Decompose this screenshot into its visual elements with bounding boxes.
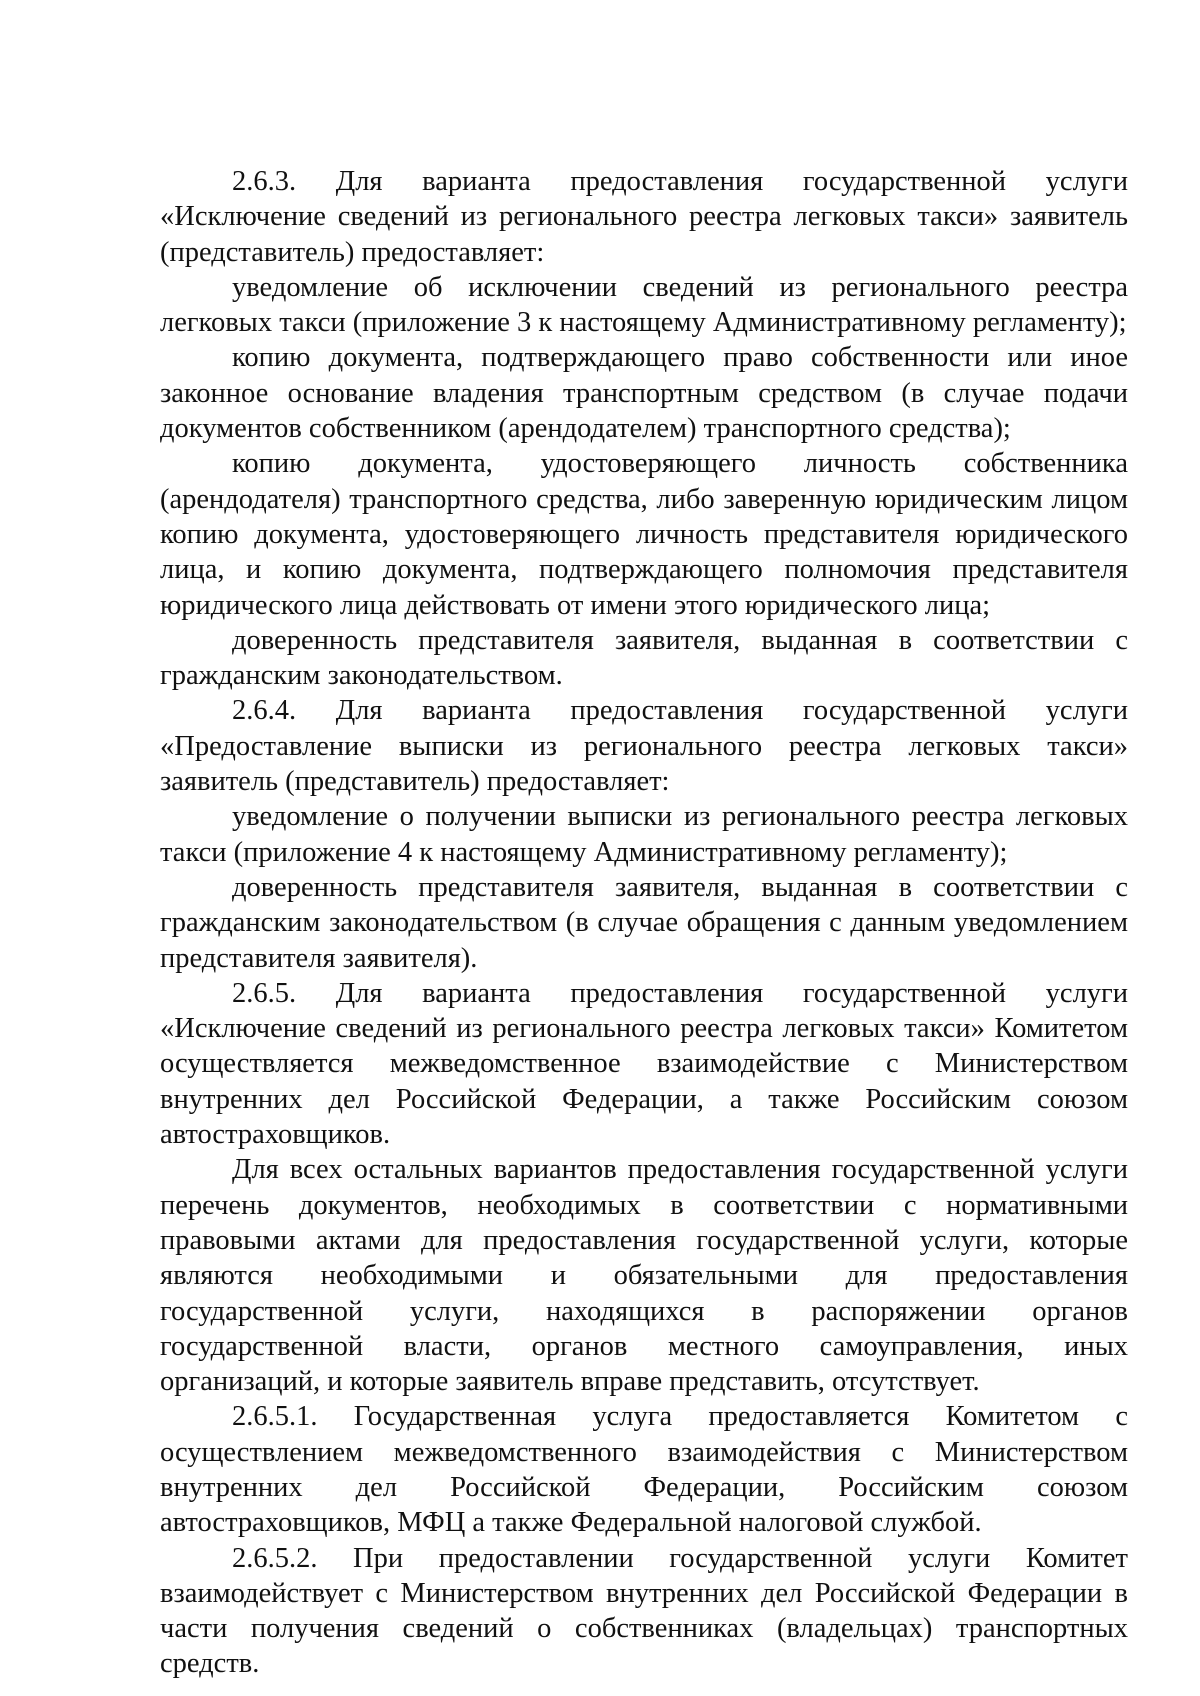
paragraph-power-of-attorney-2: доверенность представителя заявителя, выданная в соответствии с гражданским законодательством (в случае обращения с данным уведомлением представителя заявителя). <box>160 871 1128 974</box>
paragraph-ownership-document: копию документа, подтверждающего право собственности или иное законное основание владения транспортным средством (в случае подачи документов собственником (арендодателем) транспортного средства); <box>160 342 1128 445</box>
paragraph-2-6-5-1: 2.6.5.1. Государственная услуга предоставляется Комитетом с осуществлением межведомственного взаимодействия с Министерством внутренних дел Российской Федерации, Российским союзом автостраховщиков, МФЦ а также Федеральной налоговой службой. <box>160 1401 1128 1539</box>
paragraph-2-6-4: 2.6.4. Для варианта предоставления государственной услуги «Предоставление выписки из регионального реестра легковых такси» заявитель (представитель) предоставляет: <box>160 695 1128 798</box>
paragraph-notification-extract: уведомление о получении выписки из регионального реестра легковых такси (приложение 4 к настоящему Административному регламенту); <box>160 801 1128 868</box>
document-body <box>160 164 1128 1682</box>
paragraph-2-6-3: 2.6.3. Для варианта предоставления государственной услуги «Исключение сведений из регионального реестра легковых такси» заявитель (представитель) предоставляет: <box>160 166 1128 268</box>
paragraph-identity-document: копию документа, удостоверяющего личность собственника (арендодателя) транспортного средства, либо заверенную юридическим лицом копию документа, удостоверяющего личность представителя юридического лица, и копию документа, подтверждающего полномочия представителя юридического лица действовать от имени этого юридического лица; <box>160 448 1128 621</box>
paragraph-2-6-5-2: 2.6.5.2. При предоставлении государственной услуги Комитет взаимодействует с Министерством внутренних дел Российской Федерации в части получения сведений о собственниках (владельцах) транспортных средств. <box>160 1542 1128 1680</box>
paragraph-notification-exclusion: уведомление об исключении сведений из регионального реестра легковых такси (приложение 3 к настоящему Административному регламенту); <box>160 271 1128 339</box>
paragraph-2-6-5: 2.6.5. Для варианта предоставления государственной услуги «Исключение сведений из регионального реестра легковых такси» Комитетом осуществляется межведомственное взаимодействие с Министерством внутренних дел Российской Федерации, а также Российским союзом автостраховщиков. <box>160 977 1128 1151</box>
paragraph-other-variants: Для всех остальных вариантов предоставления государственной услуги перечень документов, необходимых в соответствии с нормативными правовыми актами для предоставления государственной услуги, которые являются необходимыми и обязательными для предоставления государственной услуги, находящихся в распоряжении органов государственной власти, органов местного самоуправления, иных организаций, и которые заявитель вправе представить, отсутствует. <box>160 1154 1128 1398</box>
paragraph-power-of-attorney: доверенность представителя заявителя, выданная в соответствии с гражданским законодательством. <box>160 624 1128 692</box>
